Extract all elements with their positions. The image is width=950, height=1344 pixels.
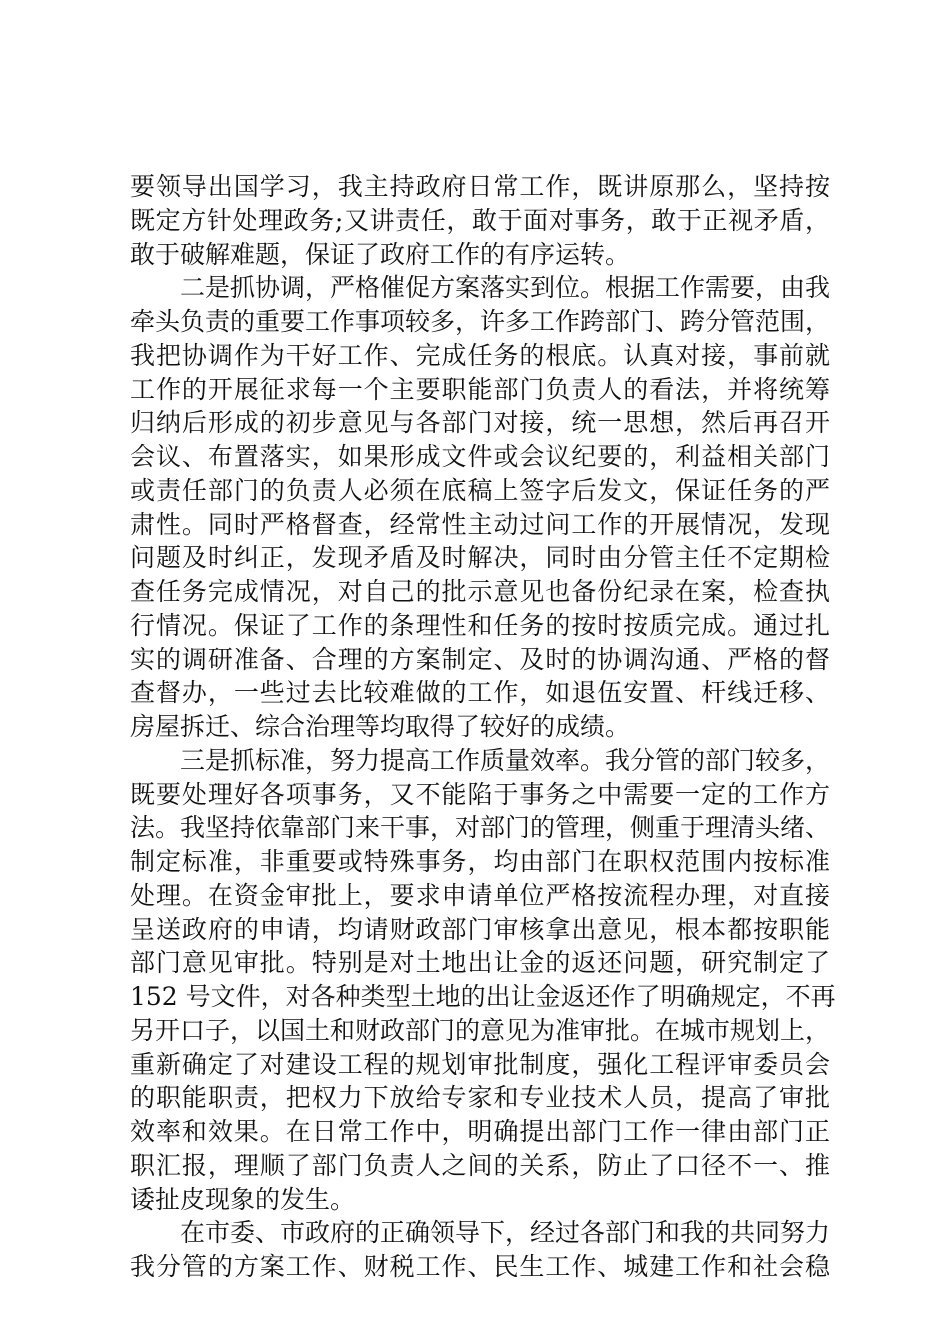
text-line: 查任务完成情况，对自己的批示意见也备份纪录在案，检查执 <box>130 577 830 606</box>
document-body <box>130 170 836 1284</box>
text-line: 诿扯皮现象的发生。 <box>130 1184 356 1214</box>
text-line: 二是抓协调，严格催促方案落实到位。根据工作需要，由我 <box>180 273 831 303</box>
text-line: 重新确定了对建设工程的规划审批制度，强化工程评审委员会 <box>130 1049 830 1079</box>
text-line: 职汇报，理顺了部门负责人之间的关系，防止了口径不一、推 <box>130 1150 830 1180</box>
text-line: 行情况。保证了工作的条理性和任务的按时按质完成。通过扎 <box>130 610 830 640</box>
text-line: 我分管的方案工作、财税工作、民生工作、城建工作和社会稳 <box>130 1252 830 1281</box>
text-line: 三是抓标准，努力提高工作质量效率。我分管的部门较多， <box>180 745 831 775</box>
text-line: 的职能职责，把权力下放给专家和专业技术人员，提高了审批 <box>130 1083 830 1113</box>
text-line: 肃性。同时严格督查，经常性主动过问工作的开展情况，发现 <box>130 509 830 539</box>
text-line: 实的调研准备、合理的方案制定、及时的协调沟通、严格的督 <box>130 644 830 674</box>
text-line: 既定方针处理政务;又讲责任，敢于面对事务，敢于正视矛盾， <box>130 205 830 235</box>
text-line: 部门意见审批。特别是对土地出让金的返还问题，研究制定了 <box>130 948 830 978</box>
paragraph-3 <box>130 744 836 1217</box>
text-line: 法。我坚持依靠部门来干事，对部门的管理，侧重于理清头绪、 <box>130 813 831 843</box>
text-line: 152 号文件，对各种类型土地的出让金返还作了明确规定，不再 <box>130 982 836 1011</box>
text-line: 在市委、市政府的正确领导下，经过各部门和我的共同努力 <box>180 1218 831 1248</box>
text-line: 工作的开展征求每一个主要职能部门负责人的看法，并将统筹 <box>130 374 830 404</box>
text-line: 我把协调作为干好工作、完成任务的根底。认真对接，事前就 <box>130 340 830 370</box>
paragraph-2 <box>130 271 830 744</box>
text-line: 要领导出国学习，我主持政府日常工作，既讲原那么，坚持按 <box>130 172 830 201</box>
text-line: 归纳后形成的初步意见与各部门对接，统一思想，然后再召开 <box>130 408 830 438</box>
text-line: 既要处理好各项事务，又不能陷于事务之中需要一定的工作方 <box>130 779 830 809</box>
text-line: 或责任部门的负责人必须在底稿上签字后发文，保证任务的严 <box>130 475 830 505</box>
text-line: 问题及时纠正，发现矛盾及时解决，同时由分管主任不定期检 <box>130 543 830 573</box>
text-line: 另开口子，以国土和财政部门的意见为准审批。在城市规划上， <box>130 1015 831 1045</box>
text-line: 查督办，一些过去比较难做的工作，如退伍安置、杆线迁移、 <box>130 678 830 708</box>
text-line: 房屋拆迁、综合治理等均取得了较好的成绩。 <box>130 712 631 741</box>
paragraph-4 <box>130 1216 830 1284</box>
text-line: 牵头负责的重要工作事项较多，许多工作跨部门、跨分管范围， <box>130 307 831 336</box>
text-line: 敢于破解难题，保证了政府工作的有序运转。 <box>130 239 631 269</box>
text-line: 处理。在资金审批上，要求申请单位严格按流程办理，对直接 <box>130 880 830 910</box>
text-line: 制定标准，非重要或特殊事务，均由部门在职权范围内按标准 <box>130 847 830 876</box>
text-line: 会议、布置落实，如果形成文件或会议纪要的，利益相关部门 <box>130 442 830 471</box>
text-line: 效率和效果。在日常工作中，明确提出部门工作一律由部门正 <box>130 1117 830 1146</box>
text-line: 呈送政府的申请，均请财政部门审核拿出意见，根本都按职能 <box>130 914 830 944</box>
paragraph-1 <box>130 170 830 271</box>
